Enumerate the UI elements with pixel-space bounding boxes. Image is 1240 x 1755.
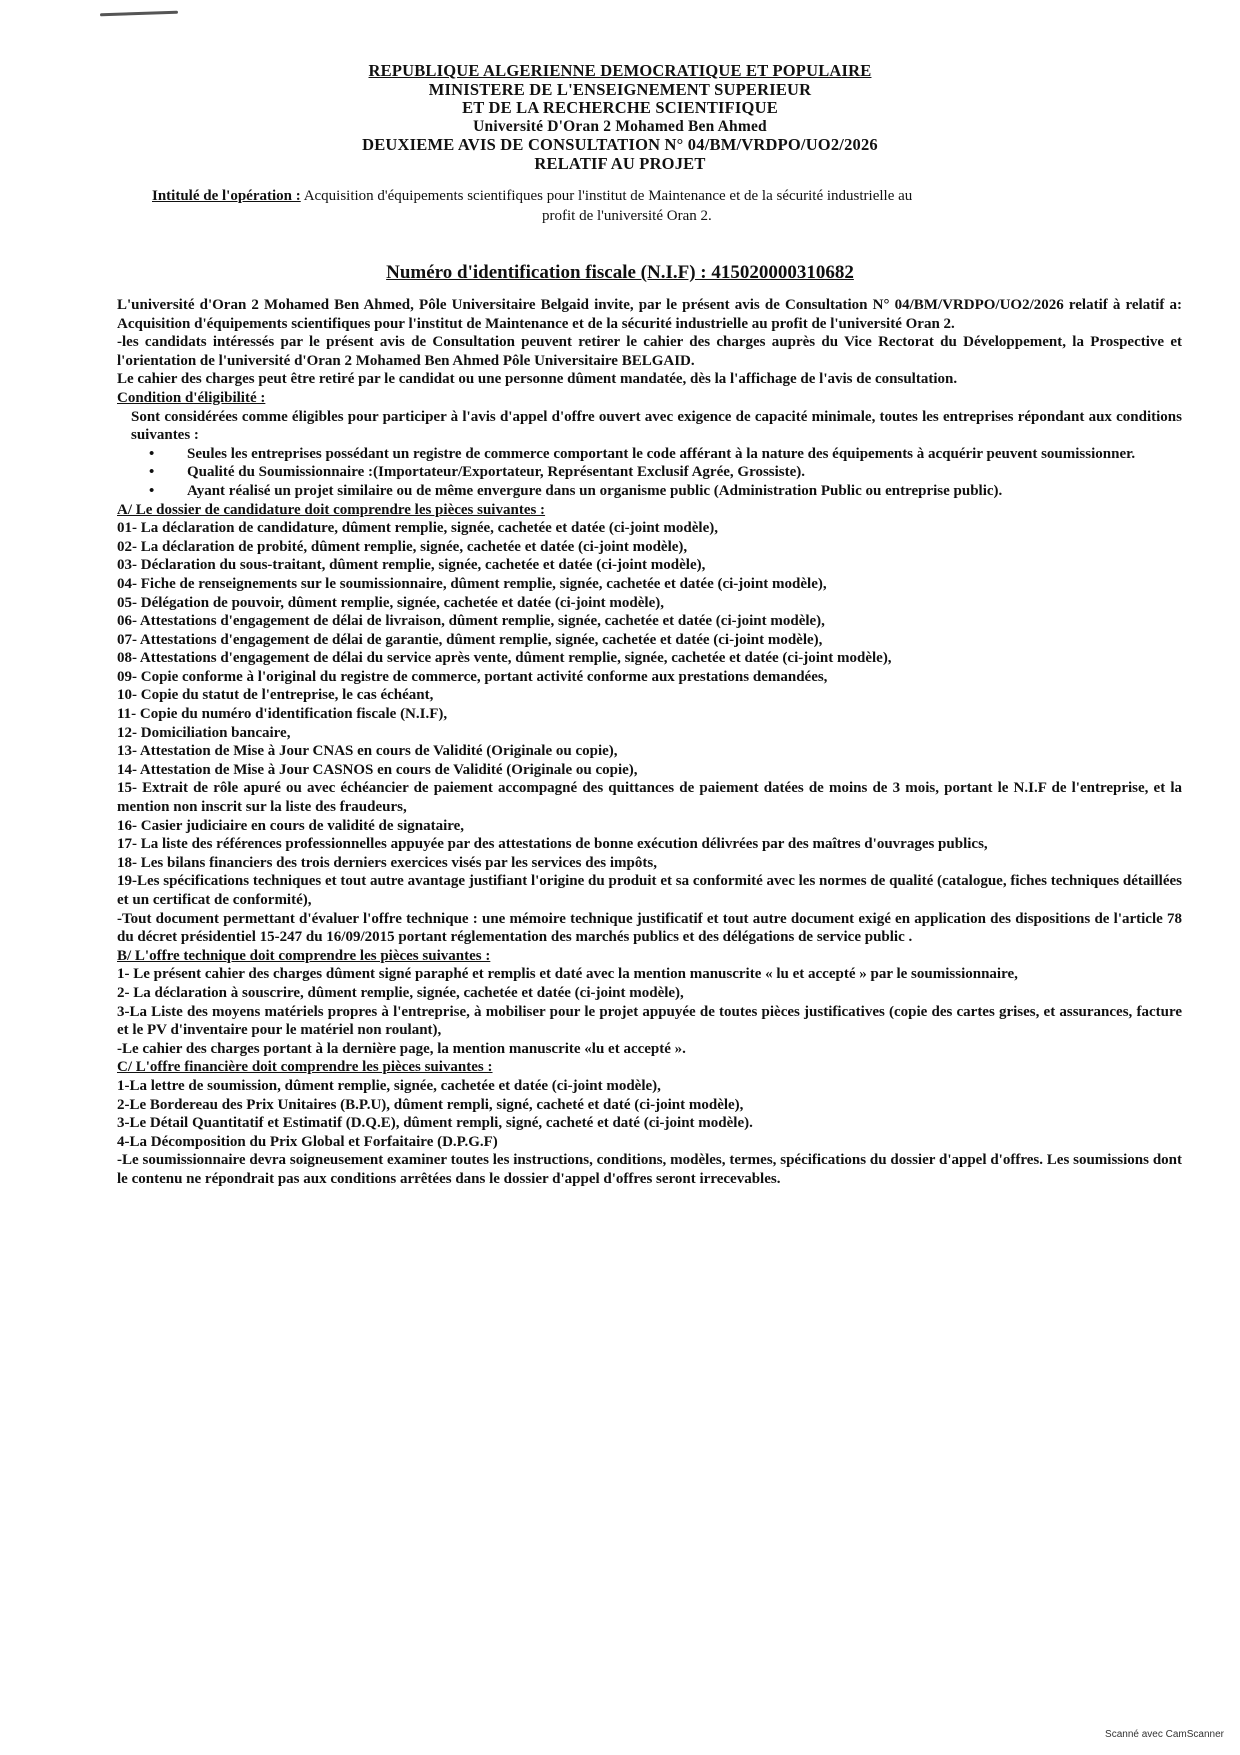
document-header [0, 62, 1240, 173]
operation-title [152, 186, 1132, 226]
eligibility-item: • Ayant réalisé un projet similaire ou de même envergure dans un organisme public (Administration Public ou entreprise public). [187, 482, 1182, 501]
section-b-item: -Le cahier des charges portant à la dernière page, la mention manuscrite «lu et accepté ». [117, 1040, 686, 1057]
section-c-item: 1-La lettre de soumission, dûment remplie, signée, cachetée et datée (ci-joint modèle), [117, 1077, 661, 1094]
intro-paragraph: Le cahier des charges peut être retiré par le candidat ou une personne dûment mandatée, dès la l'affichage de l'avis de consultation. [117, 371, 958, 388]
section-c-item: 2-Le Bordereau des Prix Unitaires (B.P.U), dûment rempli, signé, cacheté et daté (ci-joint modèle), [117, 1096, 744, 1113]
section-a-item: 02- La déclaration de probité, dûment remplie, signée, cachetée et datée (ci-joint modèle), [117, 538, 688, 555]
intro-paragraph: L'université d'Oran 2 Mohamed Ben Ahmed, Pôle Universitaire Belgaid invite, par le présent avis de Consultation N° 04/BM/VRDPO/UO2/2026 relatif à relatif a: Acquisition d'équipements scientifiques pour l'institut de Maintenance et de la sécurité industrielle au profit de l'université Oran 2. [117, 297, 1182, 332]
eligibility-intro: Sont considérées comme éligibles pour participer à l'avis d'appel d'offre ouvert avec exigence de capacité minimale, toutes les entreprises répondant aux conditions suivantes : [131, 408, 1182, 444]
section-a-item: 16- Casier judiciaire en cours de validité de signataire, [117, 817, 465, 834]
header-university: Université D'Oran 2 Mohamed Ben Ahmed [473, 117, 767, 135]
eligibility-list [117, 445, 1182, 501]
section-a-item: 14- Attestation de Mise à Jour CASNOS en cours de Validité (Originale ou copie), [117, 761, 638, 778]
eligibility-title: Condition d'éligibilité : [117, 389, 266, 406]
section-a-item: 07- Attestations d'engagement de délai de garantie, dûment remplie, signée, cachetée et datée (ci-joint modèle), [117, 631, 823, 648]
operation-label: Intitulé de l'opération : [152, 188, 301, 204]
header-republic: REPUBLIQUE ALGERIENNE DEMOCRATIQUE ET POPULAIRE [368, 61, 872, 80]
header-research: ET DE LA RECHERCHE SCIENTIFIQUE [462, 98, 778, 117]
section-a-item: 19-Les spécifications techniques et tout autre avantage justifiant l'origine du produit et sa conformité avec les normes de qualité (catalogue, fiches techniques détaillées et un certificat de conformité), [117, 873, 1182, 908]
document-body [117, 296, 1182, 1189]
section-a-title: A/ Le dossier de candidature doit comprendre les pièces suivantes : [117, 501, 546, 518]
section-a-item: 12- Domiciliation bancaire, [117, 724, 291, 741]
nif-number: Numéro d'identification fiscale (N.I.F) : 415020000310682 [386, 262, 854, 283]
header-notice: DEUXIEME AVIS DE CONSULTATION N° 04/BM/VRDPO/UO2/2026 [362, 135, 878, 154]
section-a-item: 17- La liste des références professionnelles appuyée par des attestations de bonne exécution délivrées par des maîtres d'ouvrages publics, [117, 836, 988, 853]
eligibility-item: • Seules les entreprises possédant un registre de commerce comportant le code afférant à la nature des équipements à acquérir peuvent soumissionner. [187, 445, 1182, 464]
operation-text-2: profit de l'université Oran 2. [542, 208, 712, 224]
header-project: RELATIF AU PROJET [534, 153, 706, 173]
section-a-item: 10- Copie du statut de l'entreprise, le cas échéant, [117, 687, 434, 704]
section-a-item: 09- Copie conforme à l'original du registre de commerce, portant activité conforme aux prestations demandées, [117, 668, 828, 685]
section-c-item: 4-La Décomposition du Prix Global et Forfaitaire (D.P.G.F) [117, 1133, 498, 1150]
section-b-item: 1- Le présent cahier des charges dûment signé paraphé et remplis et daté avec la mention manuscrite « lu et accepté » par le soumissionnaire, [117, 966, 1018, 983]
section-b-item: 3-La Liste des moyens matériels propres à l'entreprise, à mobiliser pour le projet appuyée de toutes pièces justificatives (copie des cartes grises, et assurances, facture et le PV d'inventaire pour le matériel non roulant), [117, 1003, 1182, 1039]
section-a-item: 18- Les bilans financiers des trois derniers exercices visés par les services des impôts, [117, 854, 657, 871]
section-a-item: 01- La déclaration de candidature, dûment remplie, signée, cachetée et datée (ci-joint modèle), [117, 520, 718, 537]
section-a-item: 13- Attestation de Mise à Jour CNAS en cours de Validité (Originale ou copie), [117, 743, 618, 760]
section-a-item: -Tout document permettant d'évaluer l'offre technique : une mémoire technique justificatif et tout autre document exigé en application des dispositions de l'article 78 du décret présidentiel 15-247 du 16/09/2015 portant réglementation des marchés publics et des délégations de service public . [117, 910, 1182, 946]
section-c-item: 3-Le Détail Quantitatif et Estimatif (D.Q.E), dûment rempli, signé, cacheté et daté (ci-joint modèle). [117, 1115, 753, 1132]
operation-text: Acquisition d'équipements scientifiques pour l'institut de Maintenance et de la sécurité industrielle au [303, 188, 913, 204]
header-ministry: MINISTERE DE L'ENSEIGNEMENT SUPERIEUR [428, 79, 812, 99]
scanner-watermark: Scanné avec CamScanner [1105, 1729, 1224, 1740]
section-a-item: 06- Attestations d'engagement de délai de livraison, dûment remplie, signée, cachetée et datée (ci-joint modèle), [117, 613, 825, 630]
section-a-item: 11- Copie du numéro d'identification fiscale (N.I.F), [117, 706, 448, 723]
section-a-item: 08- Attestations d'engagement de délai du service après vente, dûment remplie, signée, cachetée et datée (ci-joint modèle), [117, 650, 892, 667]
eligibility-item: • Qualité du Soumissionnaire :(Importateur/Exportateur, Représentant Exclusif Agrée, Grossiste). [187, 463, 1182, 482]
section-b-title: B/ L'offre technique doit comprendre les pièces suivantes : [117, 947, 491, 964]
section-a-item: 15- Extrait de rôle apuré ou avec échéancier de paiement accompagné des quittances de paiement datées de moins de 3 mois, portant le N.I.F de l'entreprise, et la mention non inscrit sur la liste des fraudeurs, [117, 780, 1182, 816]
section-a-item: 04- Fiche de renseignements sur le soumissionnaire, dûment remplie, signée, cachetée et datée (ci-joint modèle), [117, 575, 827, 592]
section-b-item: 2- La déclaration à souscrire, dûment remplie, signée, cachetée et datée (ci-joint modèle), [117, 984, 684, 1001]
section-c-title: C/ L'offre financière doit comprendre les pièces suivantes : [117, 1059, 493, 1076]
intro-paragraph: -les candidats intéressés par le présent avis de Consultation peuvent retirer le cahier des charges auprès du Vice Rectorat du Développement, la Prospective et l'orientation de l'université d'Oran 2 Mohamed Ben Ahmed Pôle Universitaire BELGAID. [117, 334, 1182, 369]
section-c-item: -Le soumissionnaire devra soigneusement examiner toutes les instructions, conditions, modèles, termes, spécifications du dossier d'appel d'offres. Les soumissions dont le contenu ne répondrait pas aux conditions arrêtées dans le dossier d'appel d'offres seront irrecevables. [117, 1152, 1182, 1187]
section-a-item: 05- Délégation de pouvoir, dûment remplie, signée, cachetée et datée (ci-joint modèle), [117, 594, 664, 611]
scan-mark [100, 11, 178, 17]
section-a-item: 03- Déclaration du sous-traitant, dûment remplie, signée, cachetée et datée (ci-joint modèle), [117, 557, 706, 574]
